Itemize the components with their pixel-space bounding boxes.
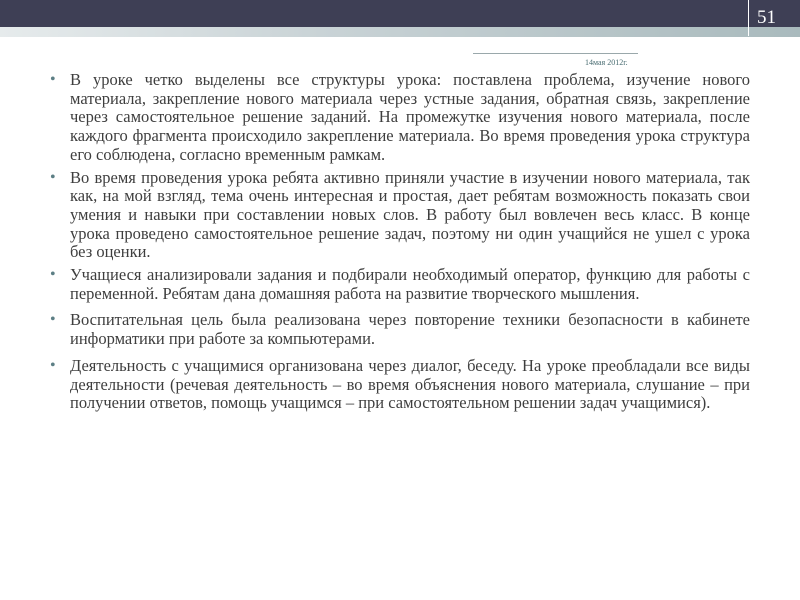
bullet-dot-icon: •	[50, 168, 56, 186]
bullet-dot-icon: •	[50, 311, 56, 329]
bullet-item	[50, 169, 750, 263]
date-divider	[473, 53, 638, 54]
bullet-text: Во время проведения урока ребята активно приняли участие в изучении нового материала, так как, на мой взгляд, тема очень интересная и простая, дает ребятам возможность показать свои умения и навыки при составлении новых слов. В работу был вовлечен весь класс. В конце урока проведено самостоятельное решение задач, поэтому ни один учащийся не ушел с урока без оценки.	[70, 167, 750, 262]
header-bar	[0, 0, 800, 27]
bullet-item	[50, 266, 750, 303]
bullet-dot-icon: •	[50, 71, 56, 88]
slide-date: 14мая 2012г.	[585, 58, 628, 67]
bullet-text: Учащиеся анализировали задания и подбирали необходимый оператор, функцию для работы с переменной. Ребятам дана домашняя работа на развитие творческого мышления.	[70, 265, 750, 303]
bullet-item	[50, 311, 750, 348]
bullet-item	[50, 71, 750, 165]
slide-number: 51	[748, 0, 782, 36]
bullet-text: Деятельность с учащимися организована через диалог, беседу. На уроке преобладали все виды деятельности (речевая деятельность – во время объяснения нового материала, слушание – при получении ответов, помощь учащимся – при самостоятельном решении задач учащимися).	[70, 355, 750, 413]
bullet-dot-icon: •	[50, 266, 56, 284]
header-stripe	[0, 27, 800, 37]
bullet-item	[50, 357, 750, 413]
bullet-text: Воспитательная цель была реализована через повторение техники безопасности в кабинете информатики при работе за компьютерами.	[70, 310, 750, 349]
bullet-list	[50, 71, 750, 421]
bullet-dot-icon: •	[50, 356, 56, 374]
bullet-text: В уроке четко выделены все структуры урока: поставлена проблема, изучение нового материала, закрепление нового материала через устные задания, обратная связь, закрепление через самостоятельное решение заданий. На промежутке изучения нового материала, после каждого фрагмента происходило закрепление материала. Во время проведения урока структура его соблюдена, согласно временным рамкам.	[70, 70, 750, 164]
